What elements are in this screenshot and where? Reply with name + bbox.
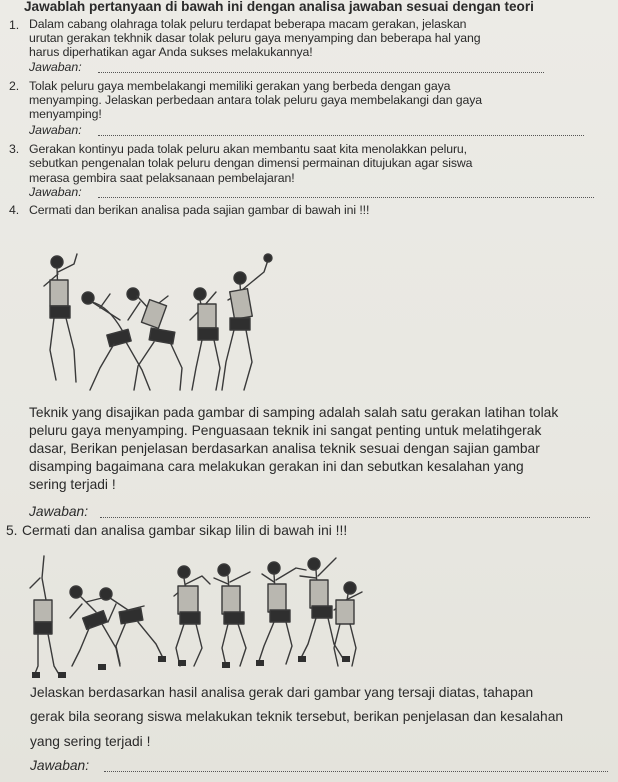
candle-stance-sequence-illustration <box>24 548 364 680</box>
q1-line-1: Dalam cabang olahraga tolak peluru terdapat beberapa macam gerakan, jelaskan <box>29 17 467 31</box>
q2-number: 2. <box>9 79 20 93</box>
q5-intro: Cermati dan analisa gambar sikap lilin di bawah ini !!! <box>22 523 348 538</box>
q4-number: 4. <box>9 203 20 217</box>
q3-number: 3. <box>9 142 20 156</box>
q3-line-2: sebutkan pengenalan tolak peluru dengan dimensi permainan ditujukan agar siswa <box>29 156 473 170</box>
q1-answer-line[interactable] <box>98 72 544 73</box>
q2-answer-label: Jawaban: <box>29 123 82 137</box>
q5-answer-line[interactable] <box>104 771 608 772</box>
q5-body-line-3: yang sering terjadi ! <box>30 734 151 749</box>
q5-body-line-2: gerak bila seorang siswa melakukan teknik tersebut, berikan penjelasan dan kesalahan <box>30 709 564 724</box>
q4-body-line-3: dasar, Berikan penjelasan berdasarkan analisa teknik sesuai dengan sajian gambar <box>29 441 540 456</box>
q4-body-line-1: Teknik yang disajikan pada gambar di samping adalah salah satu gerakan latihan tolak <box>29 405 559 420</box>
q4-answer-label: Jawaban: <box>29 504 89 519</box>
q1-line-2: urutan gerakan tekhnik dasar tolak peluru gaya menyamping dan beberapa hal yang <box>29 31 481 45</box>
q2-answer-line[interactable] <box>98 135 584 136</box>
q4-body-line-2: peluru gaya menyamping. Penguasaan teknik ini sangat penting untuk melatihgerak <box>29 423 542 438</box>
q5-body-line-1: Jelaskan berdasarkan hasil analisa gerak dari gambar yang tersaji diatas, tahapan <box>30 685 534 700</box>
q4-body-line-5: sering terjadi ! <box>29 477 116 492</box>
q2-line-3: menyamping! <box>29 107 102 121</box>
shot-put-sequence-illustration <box>30 250 280 400</box>
q1-number: 1. <box>9 18 20 32</box>
q4-intro: Cermati dan berikan analisa pada sajian gambar di bawah ini !!! <box>29 203 370 217</box>
q5-answer-label: Jawaban: <box>30 758 90 773</box>
q1-answer-label: Jawaban: <box>29 60 82 74</box>
q4-body-line-4: disamping bagaimana cara melakukan gerakan ini dan sebutkan kesalahan yang <box>29 459 524 474</box>
q5-number: 5. <box>6 523 18 538</box>
q2-line-2: menyamping. Jelaskan perbedaan antara tolak peluru gaya membelakangi dan gaya <box>29 93 483 107</box>
q3-answer-label: Jawaban: <box>29 185 82 199</box>
q1-line-3: harus diperhatikan agar Anda sukses melakukannya! <box>29 45 313 59</box>
q4-answer-line[interactable] <box>100 517 590 518</box>
instruction-header: Jawablah pertanyaan di bawah ini dengan analisa jawaban sesuai dengan teori <box>24 0 534 14</box>
q2-line-1: Tolak peluru gaya membelakangi memiliki gerakan yang berbeda dengan gaya <box>29 79 451 93</box>
q3-answer-line[interactable] <box>98 197 594 198</box>
q3-line-3: merasa gembira saat pelaksanaan pembelajaran! <box>29 171 295 185</box>
q3-line-1: Gerakan kontinyu pada tolak peluru akan membantu saat kita menolakkan peluru, <box>29 142 467 156</box>
